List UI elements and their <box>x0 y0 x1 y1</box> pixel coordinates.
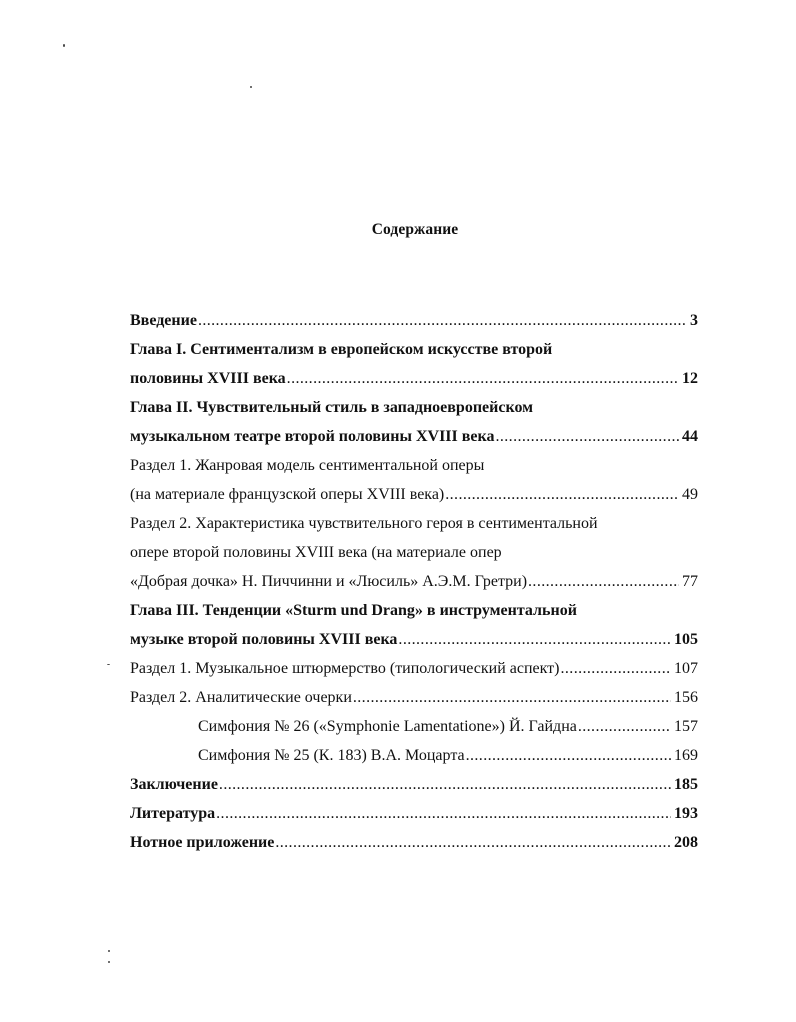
dot-leader <box>495 422 679 451</box>
toc-entry-chapter-3-cont[interactable] <box>130 625 698 654</box>
toc-entry-symphony-25[interactable] <box>130 741 698 770</box>
toc-entry-text: Глава I. Сентиментализм в европейском искусстве второй <box>130 341 553 358</box>
toc-entry-page: 3 <box>690 312 698 329</box>
toc-entry-page: 44 <box>682 428 698 445</box>
toc-entry-text: Нотное приложение <box>130 834 275 851</box>
toc-entry-section-2-2[interactable] <box>130 509 698 538</box>
table-of-contents <box>130 306 698 857</box>
toc-entry-text: Глава III. Тенденции «Sturm und Drang» в инструментальной <box>130 602 577 619</box>
toc-entry-text: Раздел 2. Характеристика чувствительного героя в сентиментальной <box>130 515 598 532</box>
toc-entry-text: Глава II. Чувствительный стиль в западноевропейском <box>130 399 534 416</box>
toc-entry-chapter-1[interactable] <box>130 335 698 364</box>
toc-entry-chapter-2[interactable] <box>130 393 698 422</box>
scan-speck <box>63 44 65 47</box>
toc-entry-page: 193 <box>674 805 698 822</box>
toc-entry-page: 107 <box>674 660 698 677</box>
toc-entry-text: Раздел 2. Аналитические очерки <box>130 689 352 706</box>
toc-entry-section-3-1[interactable] <box>130 654 698 683</box>
toc-entry-page: 169 <box>674 747 698 764</box>
toc-entry-text: Заключение <box>130 776 218 793</box>
toc-entry-text: Литература <box>130 805 216 822</box>
toc-entry-page: 185 <box>674 776 698 793</box>
toc-entry-section-3-2[interactable] <box>130 683 698 712</box>
toc-entry-page: 12 <box>682 370 698 387</box>
toc-entry-literature[interactable] <box>130 799 698 828</box>
scan-speck <box>107 664 110 665</box>
scan-speck <box>108 950 110 952</box>
toc-entry-page: 156 <box>674 689 698 706</box>
toc-entry-text: музыке второй половины XVIII века <box>130 631 398 648</box>
scan-speck <box>108 961 110 963</box>
toc-entry-section-2-2-cont[interactable] <box>130 538 698 567</box>
toc-entry-text: Симфония № 25 (К. 183) В.А. Моцарта <box>198 747 465 764</box>
toc-entry-text: Раздел 1. Жанровая модель сентиментальной оперы <box>130 457 485 474</box>
toc-entry-page: 208 <box>674 834 698 851</box>
toc-entry-page: 77 <box>682 573 698 590</box>
toc-entry-page: 157 <box>674 718 698 735</box>
toc-entry-symphony-26[interactable] <box>130 712 698 741</box>
toc-entry-text: «Добрая дочка» Н. Пиччинни и «Люсиль» А.Э.М. Гретри) <box>130 573 528 590</box>
toc-entry-section-2-1-cont[interactable] <box>130 480 698 509</box>
toc-entry-music-appendix[interactable] <box>130 828 698 857</box>
page-title: Содержание <box>371 221 459 238</box>
dot-leader <box>353 683 671 712</box>
toc-entry-page: 49 <box>682 486 698 503</box>
toc-entry-text: половины XVIII века <box>130 370 286 387</box>
toc-entry-text: опере второй половины XVIII века (на материале опер <box>130 544 502 561</box>
toc-entry-chapter-3[interactable] <box>130 596 698 625</box>
toc-entry-section-2-1[interactable] <box>130 451 698 480</box>
toc-entry-text: музыкальном театре второй половины XVIII века <box>130 428 495 445</box>
dot-leader <box>528 567 679 596</box>
toc-entry-section-2-2-cont[interactable] <box>130 567 698 596</box>
toc-entry-conclusion[interactable] <box>130 770 698 799</box>
dot-leader <box>198 306 687 335</box>
dot-leader <box>398 625 671 654</box>
toc-entry-text: Введение <box>130 312 197 329</box>
toc-entry-introduction[interactable] <box>130 306 698 335</box>
toc-entry-page: 105 <box>674 631 698 648</box>
scan-speck <box>250 86 252 88</box>
dot-leader <box>561 654 672 683</box>
dot-leader <box>219 770 671 799</box>
dot-leader <box>578 712 671 741</box>
toc-entry-chapter-1-cont[interactable] <box>130 364 698 393</box>
toc-entry-text: Раздел 1. Музыкальное штюрмерство (типологический аспект) <box>130 660 560 677</box>
toc-entry-text: (на материале французской оперы XVIII века) <box>130 486 445 503</box>
dot-leader <box>445 480 679 509</box>
dot-leader <box>216 799 671 828</box>
dot-leader <box>275 828 671 857</box>
toc-entry-chapter-2-cont[interactable] <box>130 422 698 451</box>
dot-leader <box>287 364 679 393</box>
dot-leader <box>466 741 671 770</box>
toc-entry-text: Симфония № 26 («Symphonie Lamentatione») Й. Гайдна <box>198 718 577 735</box>
